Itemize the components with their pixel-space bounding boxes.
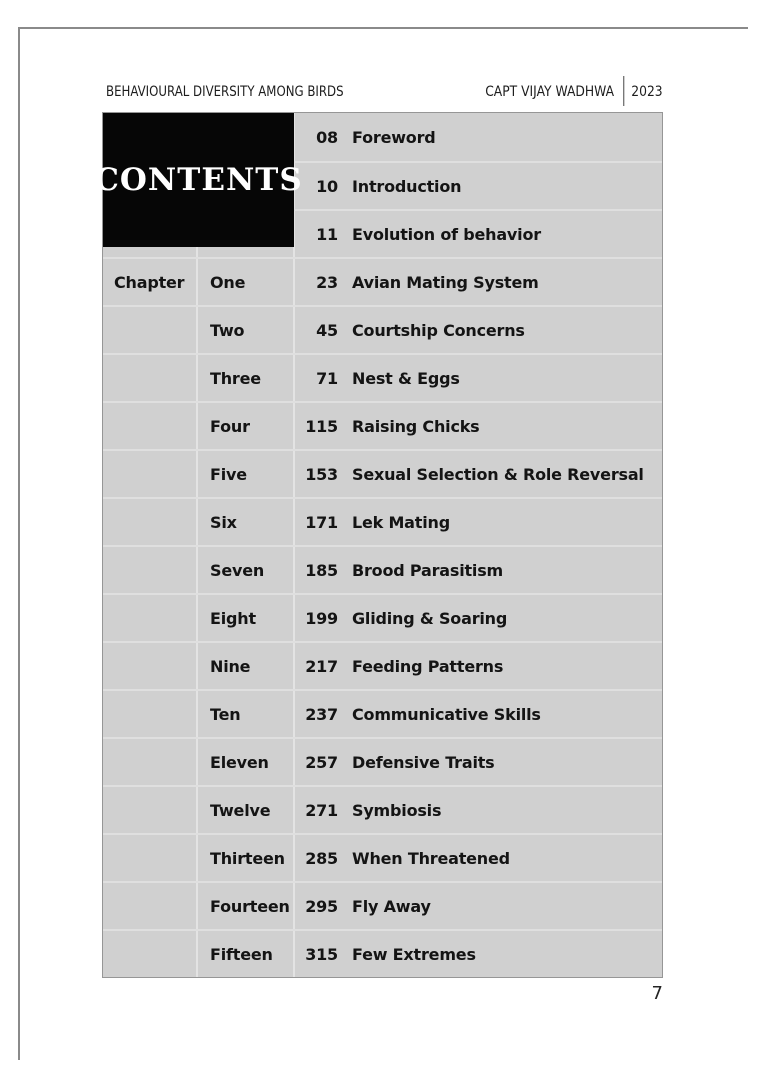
book-title: BEHAVIOURAL DIVERSITY AMONG BIRDS [106,84,344,100]
author-name: CAPT VIJAY WADHWA [485,84,615,100]
toc-row-chapter-4 [103,401,662,449]
chapter-title: Avian Mating System [352,272,539,292]
entry-page: 10 [316,176,338,196]
chapter-title: When Threatened [352,848,510,868]
toc-row-chapter-9 [103,641,662,689]
toc-row-chapter-7 [103,545,662,593]
chapter-page: 71 [316,368,338,388]
chapter-page: 285 [305,848,338,868]
entry-title: Foreword [352,127,436,147]
toc-row-chapter-10 [103,689,662,737]
chapter-name: Eight [210,608,256,628]
toc-row-chapter-12 [103,785,662,833]
chapter-page: 295 [305,896,338,916]
header-divider [623,76,624,106]
entry-page: 08 [316,127,338,147]
chapter-name: Four [210,416,250,436]
publication-year: 2023 [631,84,663,100]
chapter-title: Feeding Patterns [352,656,504,676]
toc-row-chapter-6 [103,497,662,545]
chapter-title: Nest & Eggs [352,368,460,388]
toc-row-chapter-11 [103,737,662,785]
chapter-page: 257 [305,752,338,772]
chapter-page: 199 [305,608,338,628]
chapter-name: Thirteen [210,848,285,868]
chapter-title: Gliding & Soaring [352,608,508,628]
chapter-title: Symbiosis [352,800,442,820]
chapter-title: Courtship Concerns [352,320,525,340]
entry-title: Evolution of behavior [352,224,541,244]
chapter-title: Few Extremes [352,944,476,964]
toc-row-chapter-13 [103,833,662,881]
chapter-page: 271 [305,800,338,820]
chapter-name: Ten [210,704,241,724]
chapter-name: Nine [210,656,251,676]
contents-table [94,112,663,978]
chapter-name: One [210,272,246,292]
toc-row-chapter-15 [103,929,662,977]
chapter-name: Seven [210,560,265,580]
chapter-name: Two [210,320,245,340]
chapter-name: Five [210,464,247,484]
running-header [106,76,663,106]
chapter-page: 115 [305,416,338,436]
entry-title: Introduction [352,176,462,196]
chapter-name: Fourteen [210,896,290,916]
header-author-year [486,76,663,106]
toc-row-chapter-5 [103,449,662,497]
chapter-name: Six [210,512,237,532]
chapter-page: 153 [305,464,338,484]
toc-row-chapter-14 [103,881,662,929]
chapter-title: Brood Parasitism [352,560,504,580]
toc-row-chapter-3 [103,353,662,401]
toc-row-chapter-8 [103,593,662,641]
chapter-page: 171 [305,512,338,532]
contents-title: CONTENTS [94,162,303,198]
toc-row-chapter-2 [103,305,662,353]
chapter-page: 217 [305,656,338,676]
chapter-page: 23 [316,272,338,292]
toc-row-chapter-1 [103,257,662,305]
chapter-title: Fly Away [352,896,431,916]
chapter-title: Communicative Skills [352,704,541,724]
chapter-title: Sexual Selection & Role Reversal [352,464,644,484]
chapter-name: Twelve [210,800,271,820]
contents-title-box [94,113,303,247]
chapter-page: 45 [316,320,338,340]
chapter-page: 237 [305,704,338,724]
chapter-name: Three [210,368,261,388]
chapter-title: Raising Chicks [352,416,480,436]
chapter-title: Defensive Traits [352,752,495,772]
chapter-page: 315 [305,944,338,964]
chapter-name: Fifteen [210,944,273,964]
chapter-name: Eleven [210,752,269,772]
chapter-page: 185 [305,560,338,580]
chapter-title: Lek Mating [352,512,450,532]
entry-page: 11 [316,224,338,244]
chapter-column-label: Chapter [114,272,185,292]
page-number: 7 [651,983,663,1004]
